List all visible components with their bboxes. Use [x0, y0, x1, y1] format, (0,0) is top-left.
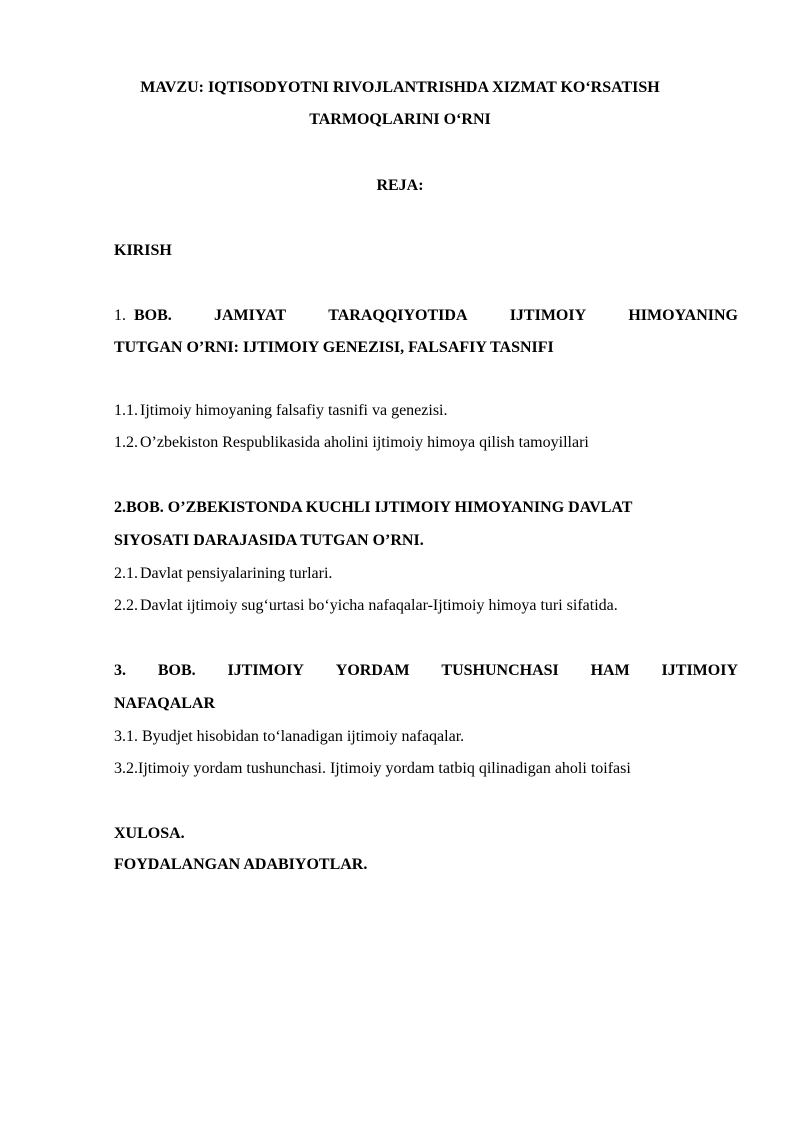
plan-heading: REJA:	[376, 177, 424, 194]
chapter-1-heading-line-2: TUTGAN O’RNI: IJTIMOIY GENEZISI, FALSAFIY TASNIFI	[114, 339, 554, 356]
chapter-3-word: 3.	[114, 662, 126, 679]
section-3-1: 3.1. Byudjet hisobidan to‘lanadigan ijtimoiy nafaqalar.	[114, 728, 465, 745]
chapter-3-heading-line-2: NAFAQALAR	[114, 695, 216, 712]
section-1-1	[114, 401, 447, 421]
chapter-1-word: IJTIMOIY	[509, 307, 587, 324]
section-number: 2.2.	[114, 597, 138, 614]
chapter-2-heading-line-2: SIYOSATI DARAJASIDA TUTGAN O’RNI.	[114, 532, 424, 549]
chapter-3-word: YORDAM	[335, 662, 410, 679]
section-text: O’zbekiston Respublikasida aholini ijtimoiy himoya qilish tamoyillari	[140, 434, 589, 451]
chapter-1-word: JAMIYAT	[214, 307, 287, 324]
document-title-line-2: TARMOQLARINI O‘RNI	[309, 111, 491, 128]
chapter-3-word: IJTIMOIY	[661, 662, 738, 679]
introduction-heading: KIRISH	[114, 242, 172, 259]
chapter-3-word: BOB.	[157, 662, 196, 679]
references-heading: FOYDALANGAN ADABIYOTLAR.	[114, 856, 368, 873]
document-title-line-1: MAVZU: IQTISODYOTNI RIVOJLANTRISHDA XIZMAT KO‘RSATISH	[140, 79, 660, 96]
chapter-1-word: HIMOYANING	[628, 307, 738, 324]
chapter-1-heading-line-1	[114, 306, 738, 326]
chapter-1-word: BOB.	[134, 307, 172, 324]
chapter-3-heading-line-1	[114, 661, 738, 681]
section-text: Davlat ijtimoiy sug‘urtasi bo‘yicha nafaqalar-Ijtimoiy himoya turi sifatida.	[140, 597, 618, 614]
section-1-2	[114, 433, 589, 453]
chapter-1-heading-words	[114, 306, 172, 326]
chapter-3-word: HAM	[590, 662, 630, 679]
section-text: Ijtimoiy himoyaning falsafiy tasnifi va genezisi.	[140, 402, 448, 419]
section-number: 1.1.	[114, 402, 138, 419]
chapter-1-word: TARAQQIYOTIDA	[328, 307, 468, 324]
section-2-1	[114, 564, 332, 584]
section-number: 2.1.	[114, 565, 138, 582]
section-3-2: 3.2.Ijtimoiy yordam tushunchasi. Ijtimoiy yordam tatbiq qilinadigan aholi toifasi	[114, 760, 631, 777]
section-2-2	[114, 596, 618, 616]
chapter-2-heading-line-1: 2.BOB. O’ZBEKISTONDA KUCHLI IJTIMOIY HIMOYANING DAVLAT	[114, 499, 633, 516]
conclusion-heading: XULOSA.	[114, 825, 185, 842]
section-number: 1.2.	[114, 434, 138, 451]
chapter-3-word: TUSHUNCHASI	[441, 662, 559, 679]
chapter-1-number: 1.	[114, 307, 126, 324]
chapter-3-word: IJTIMOIY	[227, 662, 304, 679]
section-text: Davlat pensiyalarining turlari.	[140, 565, 333, 582]
